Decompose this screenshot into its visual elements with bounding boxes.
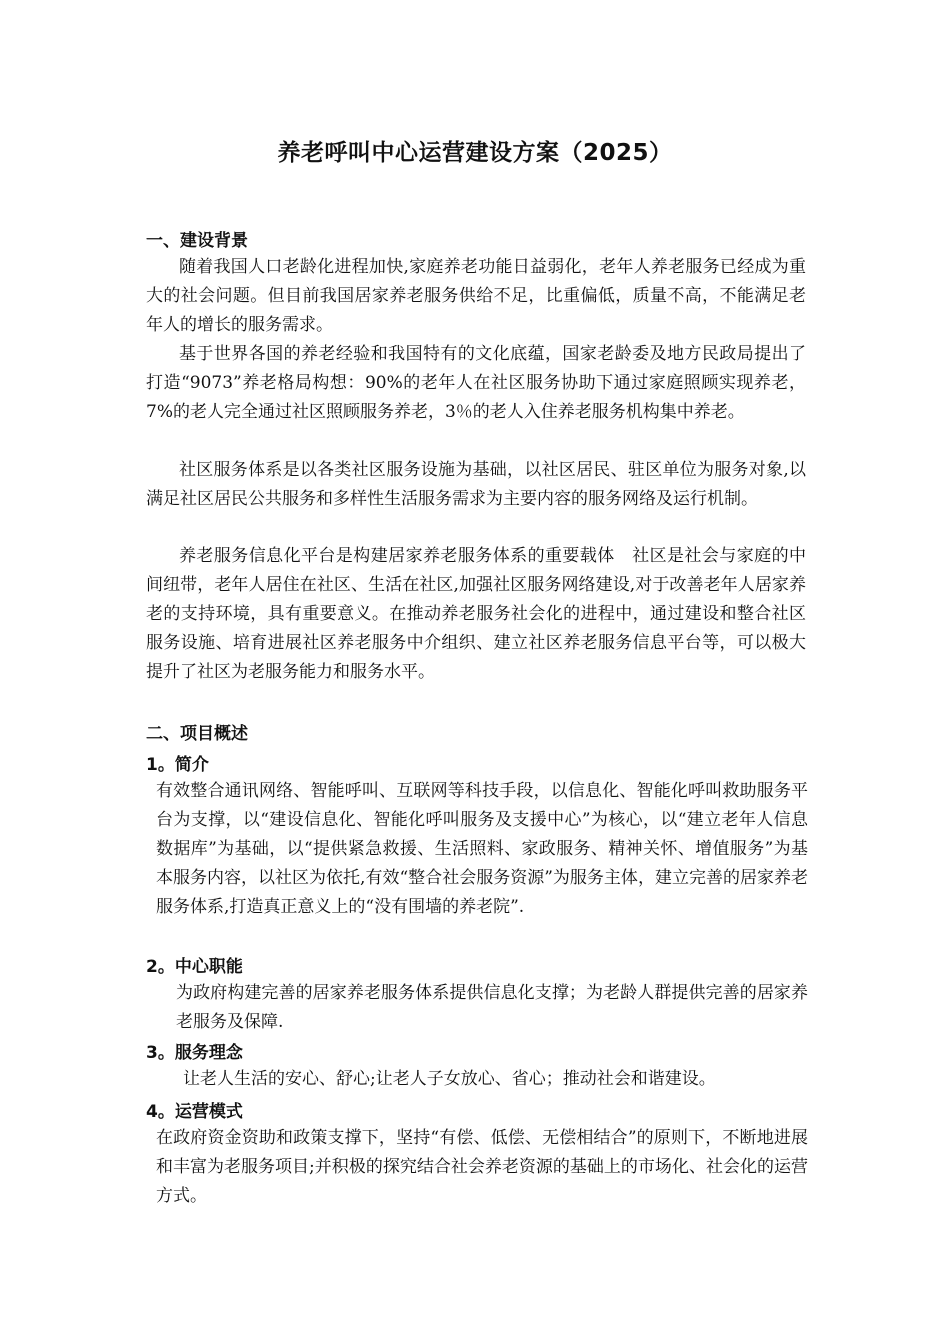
subheading-functions: 2。中心职能 bbox=[146, 957, 243, 977]
paragraph-community-service: 社区服务体系是以各类社区服务设施为基础，以社区居民、驻区单位为服务对象,以满足社区居民公共服务和多样性生活服务需求为主要内容的服务网络及运行机制。 bbox=[146, 460, 806, 509]
section-heading-overview: 二、项目概述 bbox=[146, 724, 248, 744]
paragraph-operation: 在政府资金资助和政策支撑下，坚持“有偿、低偿、无偿相结合”的原则下，不断地进展和丰富为老服务项目;并积极的探究结合社会养老资源的基础上的市场化、社会化的运营方式。 bbox=[156, 1128, 808, 1206]
subheading-operation: 4。运营模式 bbox=[146, 1102, 243, 1122]
paragraph-functions: 为政府构建完善的居家养老服务体系提供信息化支撑；为老龄人群提供完善的居家养老服务及保障. bbox=[176, 983, 808, 1032]
paragraph-intro: 有效整合通讯网络、智能呼叫、互联网等科技手段，以信息化、智能化呼叫救助服务平台为支撑，以“建设信息化、智能化呼叫服务及支援中心”为核心，以“建立老年人信息数据库”为基础，以“提供紧急救援、生活照料、家政服务、精神关怀、增值服务”为基本服务内容，以社区为依托,有效“整合社会服务资源”为服务主体，建立完善的居家养老服务体系,打造真正意义上的“没有围墙的养老院”. bbox=[156, 781, 808, 917]
subheading-philosophy: 3。服务理念 bbox=[146, 1043, 243, 1063]
subheading-intro: 1。简介 bbox=[146, 755, 209, 775]
document-title: 养老呼叫中心运营建设方案（2025） bbox=[277, 140, 673, 166]
paragraph-aging-trend: 随着我国人口老龄化进程加快,家庭养老功能日益弱化，老年人养老服务已经成为重大的社会问题。但目前我国居家养老服务供给不足，比重偏低，质量不高，不能满足老年人的增长的服务需求。 bbox=[146, 257, 806, 335]
paragraph-info-platform: 养老服务信息化平台是构建居家养老服务体系的重要载体 社区是社会与家庭的中间纽带，老年人居住在社区、生活在社区,加强社区服务网络建设,对于改善老年人居家养老的支持环境，具有重要意义。在推动养老服务社会化的进程中，通过建设和整合社区服务设施、培育进展社区养老服务中介组织、建立社区养老服务信息平台等，可以极大提升了社区为老服务能力和服务水平。 bbox=[146, 546, 806, 682]
section-heading-background: 一、建设背景 bbox=[146, 231, 248, 251]
paragraph-philosophy: 让老人生活的安心、舒心;让老人子女放心、省心；推动社会和谐建设。 bbox=[183, 1069, 716, 1089]
paragraph-9073-model: 基于世界各国的养老经验和我国特有的文化底蕴，国家老龄委及地方民政局提出了打造“9073”养老格局构想：90%的老年人在社区服务协助下通过家庭照顾实现养老，7%的老人完全通过社区照顾服务养老，3％的老人入住养老服务机构集中养老。 bbox=[146, 344, 806, 422]
